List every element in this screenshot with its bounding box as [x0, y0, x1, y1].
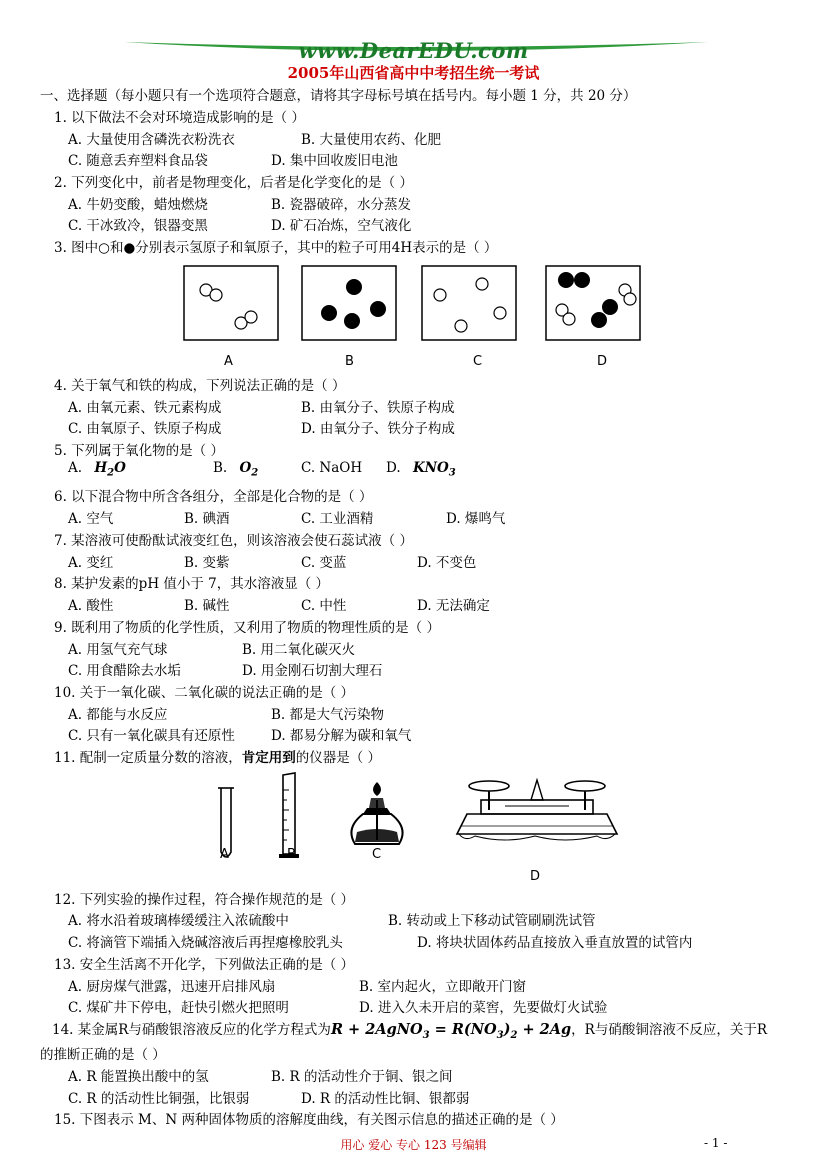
q5-d-prefix: D. [386, 460, 401, 476]
q14-option-b[interactable]: B. R 的活动性介于铜、银之间 [271, 1069, 453, 1085]
q11-alcohol-lamp-c[interactable] [351, 782, 402, 844]
q7-option-d[interactable]: D. 不变色 [417, 555, 477, 571]
q3-particle-figure [180, 262, 660, 372]
q2-option-d[interactable]: D. 矿石冶炼，空气液化 [271, 218, 412, 234]
q14-equation [330, 1021, 572, 1041]
q5-a-subscript: 2 [107, 467, 115, 479]
q5-option-b[interactable] [213, 460, 258, 479]
q5-option-d[interactable] [386, 460, 456, 479]
q5-d-formula: KNO [412, 460, 449, 476]
q10-option-b[interactable]: B. 都是大气污染物 [271, 707, 385, 723]
q4-option-b[interactable]: B. 由氧分子、铁原子构成 [301, 400, 455, 416]
q7-option-a[interactable]: A. 变红 [68, 555, 114, 571]
q11-apparatus-figure [205, 770, 625, 885]
question-3-stem: 3. 图中○和●分别表示氢原子和氧原子，其中的粒子可用4H表示的是（ ） [54, 240, 498, 256]
question-8-stem: 8. 某护发素的pH 值小于 7，其水溶液显（ ） [54, 576, 330, 592]
q8-option-a[interactable]: A. 酸性 [68, 598, 114, 614]
q13-option-c[interactable]: C. 煤矿井下停电，赶快引燃火把照明 [68, 1000, 289, 1016]
q10-option-a[interactable]: A. 都能与水反应 [68, 707, 168, 723]
q3-box-c[interactable] [422, 266, 516, 340]
q3-box-a[interactable] [184, 266, 278, 340]
exam-title: 2005年山西省高中中考招生统一考试 [287, 64, 540, 82]
question-13-stem: 13. 安全生活离不开化学，下列做法正确的是（ ） [54, 957, 355, 973]
q3-label-b: B [345, 354, 354, 369]
q8-option-d[interactable]: D. 无法确定 [417, 598, 490, 614]
q3-box-d[interactable] [546, 266, 640, 340]
q4-option-d[interactable]: D. 由氧分子、铁分子构成 [301, 421, 455, 437]
q14-eq-sub3: 2 [510, 1029, 518, 1041]
q2-option-c[interactable]: C. 干冰致冷，银器变黑 [68, 218, 208, 234]
q11-stem-post: 的仪器是（ ） [295, 750, 382, 766]
q5-b-subscript: 2 [251, 467, 259, 479]
page-footer: 用心 爱心 专心 123 号编辑 [340, 1138, 487, 1152]
q10-option-c[interactable]: C. 只有一氧化碳具有还原性 [68, 728, 235, 744]
question-5-stem: 5. 下列属于氧化物的是（ ） [54, 443, 224, 459]
q5-d-subscript: 3 [448, 467, 456, 479]
question-11-stem [54, 746, 381, 766]
site-banner: www.DearEDU.com [298, 38, 529, 63]
q4-option-c[interactable]: C. 由氧原子、铁原子构成 [68, 421, 222, 437]
q6-option-d[interactable]: D. 爆鸣气 [446, 511, 506, 527]
section-heading: 一、选择题（每小题只有一个选项符合题意，请将其字母标号填在括号内。每小题 1 分，共 20 分） [40, 88, 637, 104]
q11-measuring-cylinder-b[interactable] [279, 773, 299, 858]
question-14-stem-line2: 的推断正确的是（ ） [40, 1047, 166, 1063]
q1-option-d[interactable]: D. 集中回收废旧电池 [271, 153, 398, 169]
q4-option-a[interactable]: A. 由氧元素、铁元素构成 [68, 400, 222, 416]
q8-option-c[interactable]: C. 中性 [301, 598, 347, 614]
question-9-stem: 9. 既利用了物质的化学性质，又利用了物质的物理性质的是（ ） [54, 620, 440, 636]
q13-option-a[interactable]: A. 厨房煤气泄露，迅速开启排风扇 [68, 979, 276, 995]
q3-label-c: C [473, 354, 483, 369]
q11-stem-pre: 11. 配制一定质量分数的溶液， [54, 750, 242, 766]
q1-option-c[interactable]: C. 随意丢弃塑料食品袋 [68, 153, 208, 169]
q8-option-b[interactable]: B. 碱性 [184, 598, 230, 614]
q6-option-b[interactable]: B. 碘酒 [184, 511, 230, 527]
question-6-stem: 6. 以下混合物中所含各组分，全部是化合物的是（ ） [54, 489, 373, 505]
q7-option-c[interactable]: C. 变蓝 [301, 555, 347, 571]
q13-option-d[interactable]: D. 进入久未开启的菜窖，先要做灯火试验 [359, 1000, 608, 1016]
q6-option-c[interactable]: C. 工业酒精 [301, 511, 374, 527]
q5-b-formula: O [239, 460, 252, 476]
q6-option-a[interactable]: A. 空气 [68, 511, 114, 527]
question-4-stem: 4. 关于氧气和铁的构成，下列说法正确的是（ ） [54, 378, 346, 394]
q12-option-a[interactable]: A. 将水沿着玻璃棒缓缓注入浓硫酸中 [68, 913, 289, 929]
question-7-stem: 7. 某溶液可使酚酞试液变红色，则该溶液会使石蕊试液（ ） [54, 533, 413, 549]
q5-option-c[interactable]: C. NaOH [301, 460, 363, 476]
q14-stem-pre: 14. 某金属R与硝酸银溶液反应的化学方程式为 [52, 1022, 331, 1038]
q1-option-a[interactable]: A. 大量使用含磷洗衣粉洗衣 [68, 132, 235, 148]
q11-balance-d[interactable] [457, 780, 617, 840]
q7-option-b[interactable]: B. 变紫 [184, 555, 230, 571]
q12-option-d[interactable]: D. 将块状固体药品直接放入垂直放置的试管内 [417, 935, 693, 951]
q9-option-d[interactable]: D. 用金刚石切割大理石 [242, 663, 383, 679]
q14-eq-part4: + 2Ag [517, 1021, 572, 1038]
question-1-stem: 1. 以下做法不会对环境造成影响的是（ ） [54, 110, 305, 126]
q2-option-b[interactable]: B. 瓷器破碎，水分蒸发 [271, 197, 412, 213]
question-15-stem: 15. 下图表示 M、N 两种固体物质的溶解度曲线，有关图示信息的描述正确的是（ ） [54, 1112, 564, 1128]
q3-label-d: D [597, 354, 608, 369]
q5-a-prefix: A. [68, 460, 83, 476]
q14-option-c[interactable]: C. R 的活动性比铜强，比银弱 [68, 1091, 250, 1107]
q14-option-a[interactable]: A. R 能置换出酸中的氢 [68, 1069, 209, 1085]
question-12-stem: 12. 下列实验的操作过程，符合操作规范的是（ ） [54, 892, 355, 908]
page-number: - 1 - [704, 1136, 728, 1150]
question-2-stem: 2. 下列变化中，前者是物理变化，后者是化学变化的是（ ） [54, 175, 413, 191]
q14-eq-part1: R + 2AgNO [330, 1021, 423, 1038]
question-14-stem [52, 1018, 767, 1041]
q11-label-a: A [220, 847, 229, 862]
q13-option-b[interactable]: B. 室内起火，立即敞开门窗 [359, 979, 527, 995]
q1-option-b[interactable]: B. 大量使用农药、化肥 [301, 132, 442, 148]
q5-option-a[interactable] [68, 460, 126, 479]
q5-a-formula: H [94, 460, 108, 476]
q14-eq-sub1: 3 [422, 1029, 430, 1041]
q9-option-c[interactable]: C. 用食醋除去水垢 [68, 663, 181, 679]
q9-option-a[interactable]: A. 用氢气充气球 [68, 642, 168, 658]
q3-label-a: A [224, 354, 233, 369]
q12-option-b[interactable]: B. 转动或上下移动试管刷刷洗试管 [388, 913, 596, 929]
q9-option-b[interactable]: B. 用二氧化碳灭火 [242, 642, 356, 658]
q11-label-d: D [530, 869, 541, 884]
q2-option-a[interactable]: A. 牛奶变酸，蜡烛燃烧 [68, 197, 208, 213]
q3-box-b[interactable] [302, 266, 396, 340]
q5-b-prefix: B. [213, 460, 228, 476]
q14-eq-part2: = R(NO [429, 1021, 497, 1038]
q10-option-d[interactable]: D. 都易分解为碳和氧气 [271, 728, 412, 744]
q14-eq-sub2: 3 [496, 1029, 504, 1041]
q11-label-c: C [372, 847, 382, 862]
q5-a-formula-tail: O [114, 460, 126, 476]
q14-stem-post: ，R与硝酸铜溶液不反应，关于R [571, 1022, 768, 1038]
q11-stem-emphasis: 肯定用到 [241, 750, 296, 766]
question-10-stem: 10. 关于一氧化碳、二氧化碳的说法正确的是（ ） [54, 685, 355, 701]
q12-option-c[interactable]: C. 将滴管下端插入烧碱溶液后再捏瘪橡胶乳头 [68, 935, 343, 951]
q14-eq-part3: ) [503, 1021, 511, 1038]
q11-label-b: B [287, 847, 296, 862]
q14-option-d[interactable]: D. R 的活动性比铜、银都弱 [301, 1091, 470, 1107]
